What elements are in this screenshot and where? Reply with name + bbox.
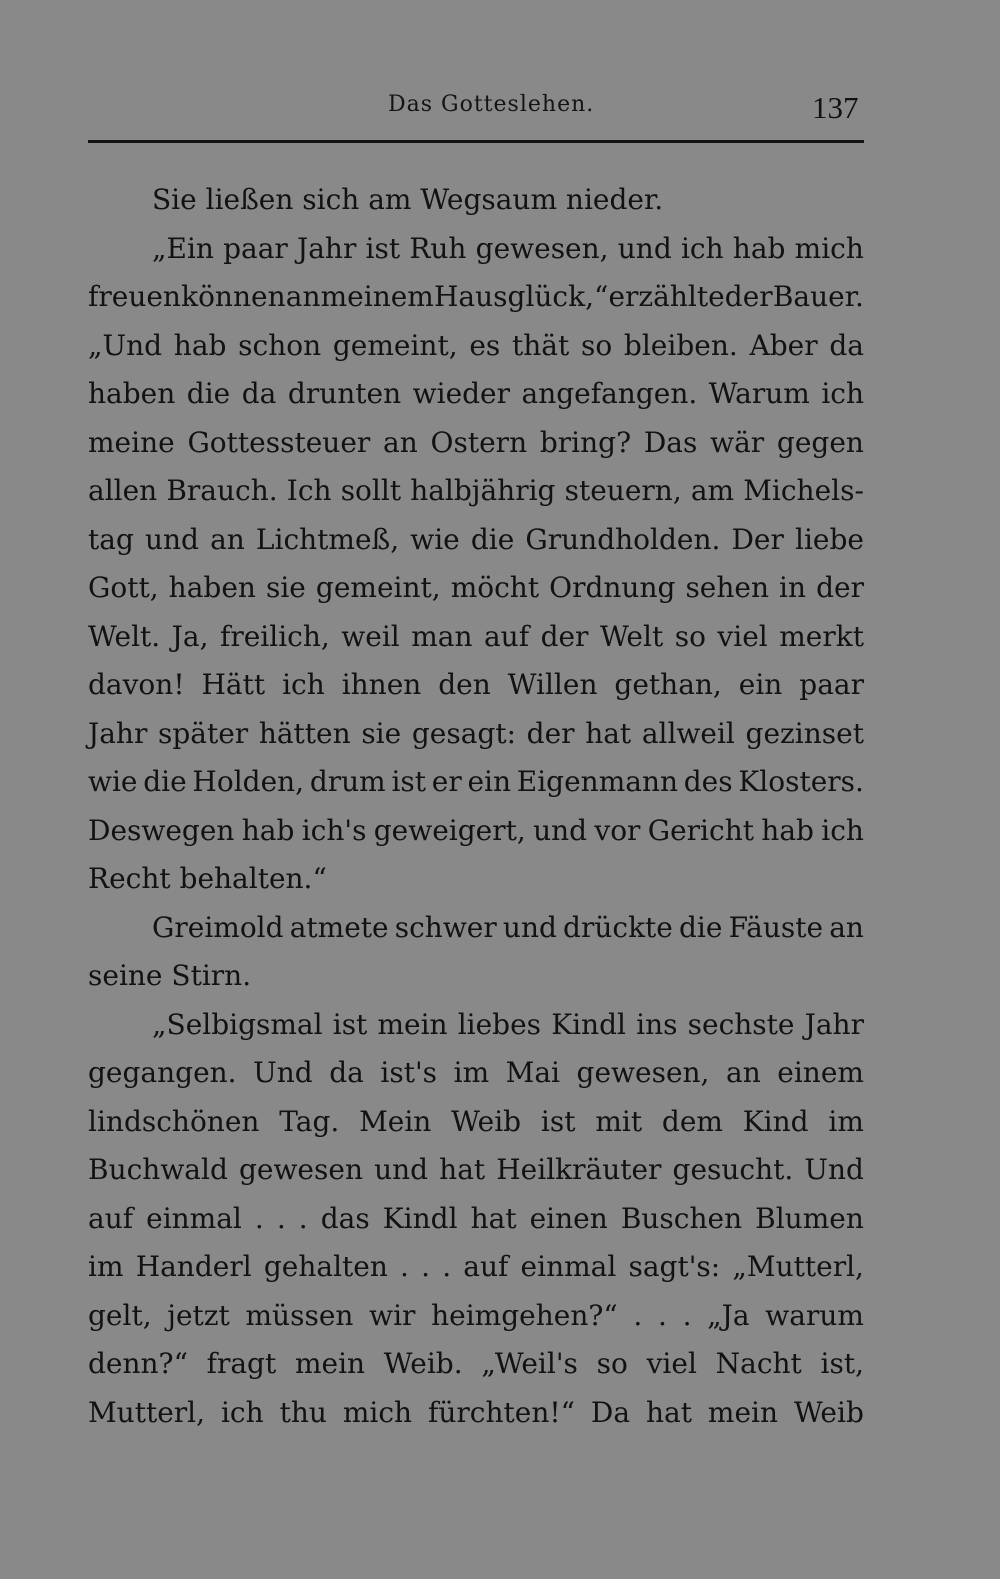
- text-line: Welt. Ja, freilich, weil man auf der Welt so viel merkt: [88, 619, 864, 653]
- text-line: freuen können an meinem Hausglück,“ erzählte der Bauer.: [88, 280, 864, 313]
- running-title: Das Gotteslehen.: [388, 92, 595, 117]
- text-line: Mutterl, ich thu mich fürchten!“ Da hat mein Weib: [88, 1395, 864, 1429]
- text-line: Greimold atmete schwer und drückte die Fäuste an: [152, 910, 864, 944]
- text-line: Jahr später hätten sie gesagt: der hat allweil gezinset: [88, 716, 864, 750]
- text-line: gelt, jetzt müssen wir heimgehen?“ . . . „Ja warum: [88, 1298, 864, 1332]
- text-line: „Ein paar Jahr ist Ruh gewesen, und ich hab mich: [152, 231, 864, 265]
- body-text: [88, 176, 864, 1437]
- text-line: Deswegen hab ich's geweigert, und vor Gericht hab ich: [88, 813, 864, 847]
- text-line: seine Stirn.: [88, 959, 252, 992]
- text-line: meine Gottessteuer an Ostern bring? Das wär gegen: [88, 425, 864, 459]
- text-line: allen Brauch. Ich sollt halbjährig steuern, am Michels-: [88, 474, 864, 507]
- text-line: Sie ließen sich am Wegsaum nieder.: [152, 183, 664, 216]
- page-number: 137: [812, 90, 859, 125]
- text-line: Buchwald gewesen und hat Heilkräuter gesucht. Und: [88, 1153, 864, 1186]
- text-line: haben die da drunten wieder angefangen. Warum ich: [88, 377, 864, 410]
- text-line: auf einmal . . . das Kindl hat einen Buschen Blumen: [88, 1201, 864, 1235]
- text-line: davon! Hätt ich ihnen den Willen gethan, ein paar: [88, 668, 864, 701]
- text-line: wie die Holden, drum ist er ein Eigenmann des Klosters.: [88, 765, 864, 798]
- text-line: denn?“ fragt mein Weib. „Weil's so viel Nacht ist,: [88, 1347, 864, 1380]
- text-line: Gott, haben sie gemeint, möcht Ordnung sehen in der: [88, 571, 864, 604]
- text-line: „Selbigsmal ist mein liebes Kindl ins sechste Jahr: [152, 1007, 864, 1041]
- text-line: Recht behalten.“: [88, 862, 327, 895]
- header-rule: [88, 140, 864, 143]
- text-line: tag und an Lichtmeß, wie die Grundholden. Der liebe: [88, 522, 864, 556]
- text-line: „Und hab schon gemeint, es thät so bleiben. Aber da: [88, 328, 864, 362]
- text-line: gegangen. Und da ist's im Mai gewesen, an einem: [88, 1056, 864, 1089]
- text-line: im Handerl gehalten . . . auf einmal sagt's: „Mutterl,: [88, 1250, 864, 1283]
- text-line: lindschönen Tag. Mein Weib ist mit dem Kind im: [88, 1104, 864, 1138]
